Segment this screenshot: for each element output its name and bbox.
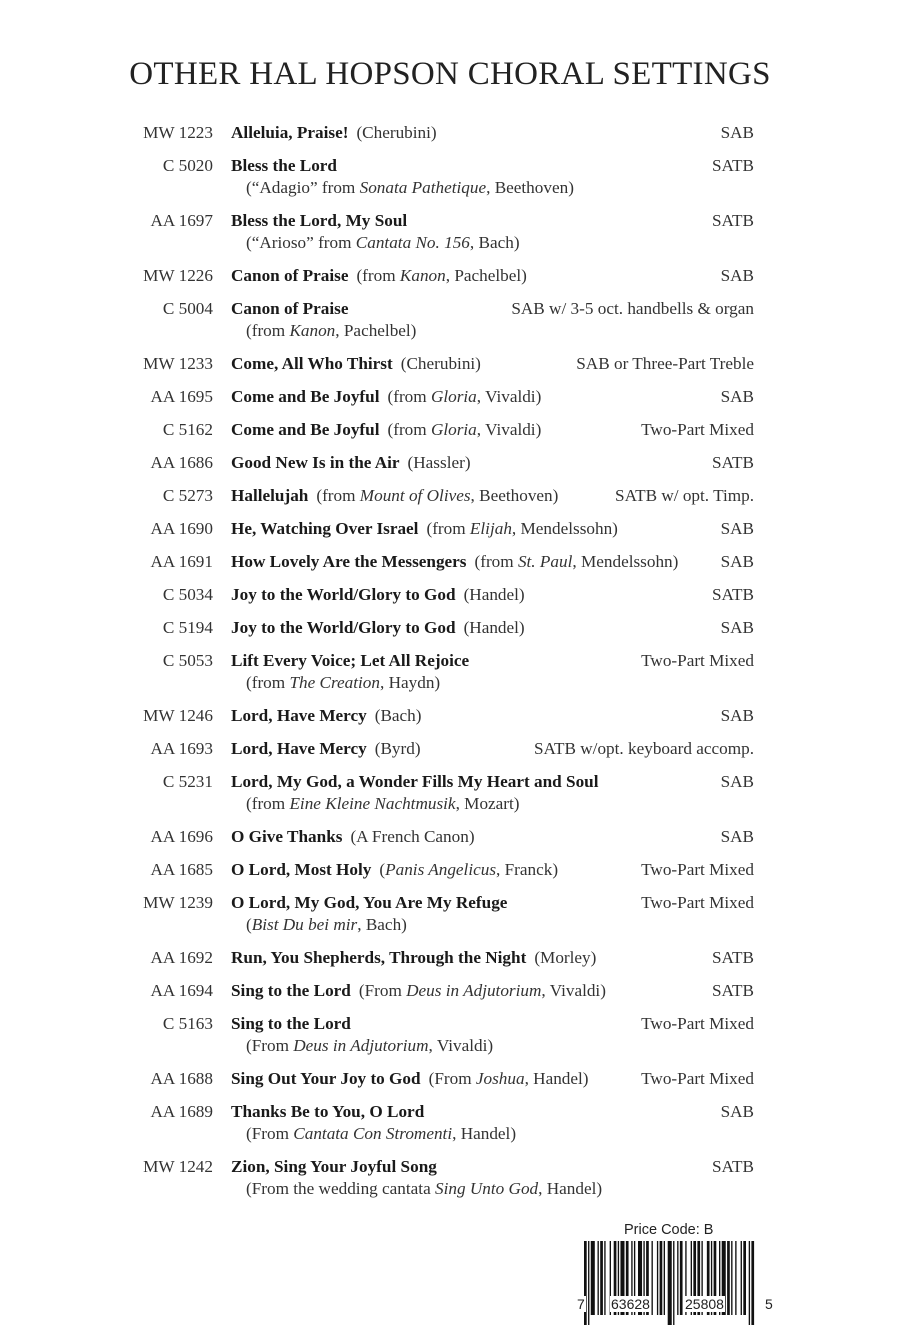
voicing: SATB [711,156,754,175]
barcode-bar [743,1241,746,1315]
barcode-bar [735,1241,736,1315]
note-text: , Vivaldi) [476,387,542,406]
song-title: Run, You Shepherds, Through the Night [231,948,527,967]
barcode-bar [749,1241,750,1325]
entry-line [231,518,754,540]
list-item [0,452,900,474]
voicing: Two-Part Mixed [641,860,754,879]
note-text: (Morley) [534,948,597,967]
source-note [475,552,679,571]
note-text: ( [246,915,252,934]
note-text: (From the wedding cantata [246,1179,436,1198]
voicing: SATB [711,211,754,230]
note-text: , Mendelssohn) [572,552,679,571]
entry-line [231,551,754,573]
song-title: Joy to the World/Glory to God [231,585,456,604]
note-text: (from [426,519,470,538]
source-note [379,860,558,879]
list-item [0,947,900,969]
list-item [0,551,900,573]
catalog-number: C 5163 [162,1014,213,1033]
work-title-italic: The Creation [289,673,380,692]
source-note [388,420,542,439]
work-title-italic: Eine Kleine Nachtmusik [289,794,456,813]
voicing: SAB [720,1102,754,1121]
source-note [408,453,471,472]
note-text: , Beethoven) [470,486,559,505]
note-text: (Cherubini) [400,354,481,373]
song-title: Canon of Praise [231,266,349,285]
source-note [359,981,606,1000]
list-item [0,1101,900,1145]
work-title-italic: Kanon [399,266,446,285]
source-note [356,266,526,285]
barcode-bar [657,1241,658,1315]
catalog-number: C 5020 [162,156,213,175]
list-item [0,1013,900,1057]
list-item [0,122,900,144]
note-text: (from [246,673,290,692]
page-title: OTHER HAL HOPSON CHORAL SETTINGS [129,56,771,92]
voicing: SAB [720,266,754,285]
list-item [0,386,900,408]
note-text: (from [246,794,290,813]
note-text: (Handel) [463,618,525,637]
entry-line [231,1156,754,1178]
source-note [401,354,481,373]
work-title-italic: Joshua [475,1069,525,1088]
catalog-number: AA 1693 [150,739,213,758]
note-text: , Vivaldi) [541,981,606,1000]
note-text: (“Adagio” from [246,178,360,197]
entry-line [231,122,754,144]
song-title: Canon of Praise [231,299,349,318]
source-note [534,948,596,967]
song-title: O Give Thanks [231,827,343,846]
note-text: (from [387,420,431,439]
song-title: Lord, Have Mercy [231,706,367,725]
list-item [0,1156,900,1200]
barcode-bar [677,1241,678,1315]
barcode-bar [652,1241,653,1315]
song-title: Come and Be Joyful [231,420,380,439]
list-item [0,518,900,540]
catalog-number: MW 1246 [143,706,213,725]
barcode-bar [741,1241,742,1315]
source-note [426,519,617,538]
song-title: How Lovely Are the Messengers [231,552,467,571]
voicing: SAB [720,618,754,637]
note-text: (From [428,1069,476,1088]
catalog-number: AA 1697 [150,211,213,230]
barcode-bar [598,1241,599,1315]
list-item [0,771,900,815]
source-note [375,706,422,725]
list-item [0,353,900,375]
note-text: , Bach) [469,233,520,252]
source-note [246,320,900,342]
song-title: Hallelujah [231,486,309,505]
entry-line [231,265,754,287]
catalog-number: AA 1686 [150,453,213,472]
entry-line [231,617,754,639]
catalog-number: C 5004 [162,299,213,318]
list-item [0,584,900,606]
list-item [0,210,900,254]
catalog-number: AA 1692 [150,948,213,967]
barcode-bar [673,1241,674,1325]
barcode [570,1241,770,1325]
barcode-bar [660,1241,663,1315]
catalog-number: AA 1694 [150,981,213,1000]
work-title-italic: Panis Angelicus [385,860,497,879]
barcode-bar [680,1241,683,1315]
list-item [0,419,900,441]
list-item [0,155,900,199]
song-title: Bless the Lord, My Soul [231,211,408,230]
note-text: (from [356,266,400,285]
voicing: SAB or Three-Part Treble [576,354,754,373]
catalog-number: AA 1696 [150,827,213,846]
voicing: SATB [711,585,754,604]
barcode-bar [584,1241,587,1325]
entry-line [231,705,754,727]
barcode-bar [731,1241,732,1315]
source-note [246,177,900,199]
note-text: , Pachelbel) [445,266,527,285]
choral-settings-list [0,122,900,1200]
catalog-number: C 5194 [162,618,213,637]
list-item [0,705,900,727]
voicing: SATB [711,948,754,967]
work-title-italic: Cantata Con Stromenti [293,1124,453,1143]
source-note [464,618,525,637]
voicing: SATB w/ opt. Timp. [615,486,754,505]
note-text: , Beethoven) [486,178,574,197]
note-text: (“Arioso” from [246,233,356,252]
catalog-number: AA 1691 [150,552,213,571]
source-note [246,232,900,254]
source-note [356,123,436,142]
song-title: He, Watching Over Israel [231,519,419,538]
catalog-number: C 5231 [162,772,213,791]
note-text: (from [387,387,431,406]
note-text: (Byrd) [374,739,421,758]
note-text: , Haydn) [380,673,441,692]
list-item [0,1068,900,1090]
catalog-number: AA 1685 [150,860,213,879]
note-text: (From [358,981,407,1000]
voicing: SAB [720,123,754,142]
barcode-digits-right: 25808 [685,1296,724,1312]
entry-line [231,452,754,474]
work-title-italic: Gloria [430,420,477,439]
source-note [375,739,421,758]
barcode-bar [588,1241,589,1325]
song-title: Thanks Be to You, O Lord [231,1102,425,1121]
voicing: SAB [720,519,754,538]
note-text: (From [246,1036,294,1055]
entry-line [231,155,754,177]
voicing: Two-Part Mixed [641,651,754,670]
source-note [429,1069,589,1088]
barcode-bar [604,1241,605,1315]
note-text: , Franck) [496,860,559,879]
song-title: Sing to the Lord [231,981,351,1000]
source-note [246,672,900,694]
list-item [0,650,900,694]
note-text: (from [246,321,290,340]
barcode-bar [600,1241,603,1315]
list-item [0,980,900,1002]
entry-line [231,386,754,408]
note-text: (from [316,486,360,505]
catalog-number: C 5034 [162,585,213,604]
entry-line [231,947,754,969]
barcode-digits-left: 63628 [611,1296,650,1312]
song-title: O Lord, My God, You Are My Refuge [231,893,508,912]
work-title-italic: Gloria [430,387,477,406]
list-item [0,265,900,287]
barcode-bar [664,1241,665,1315]
voicing: Two-Part Mixed [641,420,754,439]
voicing: SATB w/opt. keyboard accomp. [533,739,754,758]
note-text: , Mozart) [455,794,520,813]
barcode-digit-check: 5 [765,1296,773,1312]
source-note [246,1178,900,1200]
voicing: Two-Part Mixed [641,893,754,912]
entry-line [231,210,754,232]
barcode-bar [591,1241,595,1315]
list-item [0,859,900,881]
voicing: SAB w/ 3-5 oct. handbells & organ [511,299,754,318]
work-title-italic: Mount of Olives [359,486,471,505]
source-note [246,793,900,815]
song-title: Alleluia, Praise! [231,123,349,142]
catalog-number: AA 1695 [150,387,213,406]
catalog-number: MW 1239 [143,893,213,912]
source-note [350,827,474,846]
song-title: Sing to the Lord [231,1014,351,1033]
list-item [0,617,900,639]
note-text: (from [474,552,518,571]
barcode-bar [727,1241,730,1315]
song-title: Joy to the World/Glory to God [231,618,456,637]
note-text: (A French Canon) [350,827,475,846]
note-text: , Bach) [357,915,407,934]
voicing: SATB [711,453,754,472]
catalog-number: AA 1688 [150,1069,213,1088]
entry-line [231,826,754,848]
voicing: SAB [720,387,754,406]
barcode-bar [751,1241,754,1325]
entry-line [231,771,754,793]
song-title: Bless the Lord [231,156,337,175]
voicing: SAB [720,772,754,791]
voicing: Two-Part Mixed [641,1014,754,1033]
song-title: Lift Every Voice; Let All Rejoice [231,651,470,670]
note-text: , Handel) [452,1124,517,1143]
price-code: Price Code: B [624,1222,714,1238]
voicing: SAB [720,552,754,571]
song-title: Lord, My God, a Wonder Fills My Heart and Soul [231,772,599,791]
work-title-italic: St. Paul [517,552,573,571]
note-text: , Vivaldi) [476,420,542,439]
source-note [316,486,558,505]
work-title-italic: Sing Unto God [435,1179,539,1198]
song-title: Lord, Have Mercy [231,739,367,758]
note-text: , Handel) [538,1179,603,1198]
voicing: SATB [711,981,754,1000]
note-text: , Mendelssohn) [511,519,618,538]
song-title: Sing Out Your Joy to God [231,1069,421,1088]
note-text: (Handel) [463,585,525,604]
catalog-number: MW 1223 [143,123,213,142]
work-title-italic: Kanon [289,321,336,340]
work-title-italic: Deus in Adjutorium [293,1036,429,1055]
work-title-italic: Elijah [469,519,512,538]
voicing: SAB [720,706,754,725]
entry-line [231,980,754,1002]
note-text: (Hassler) [407,453,471,472]
work-title-italic: Bist Du bei mir [251,915,358,934]
note-text: (From [246,1124,294,1143]
catalog-number: AA 1689 [150,1102,213,1121]
source-note [246,1123,900,1145]
source-note [246,1035,900,1057]
barcode-digit-lead: 7 [577,1296,585,1312]
song-title: Good New Is in the Air [231,453,400,472]
source-note [464,585,525,604]
catalog-number: MW 1242 [143,1157,213,1176]
list-item [0,826,900,848]
list-item [0,485,900,507]
note-text: , Pachelbel) [335,321,417,340]
list-item [0,298,900,342]
voicing: Two-Part Mixed [641,1069,754,1088]
voicing: SAB [720,827,754,846]
song-title: Come and Be Joyful [231,387,380,406]
note-text: ( [379,860,386,879]
voicing: SATB [711,1157,754,1176]
note-text: , Handel) [524,1069,589,1088]
entry-line [231,584,754,606]
list-item [0,892,900,936]
catalog-number: MW 1226 [143,266,213,285]
source-note [388,387,542,406]
song-title: Zion, Sing Your Joyful Song [231,1157,437,1176]
list-item [0,738,900,760]
catalog-number: C 5053 [162,651,213,670]
note-text: (Cherubini) [356,123,437,142]
work-title-italic: Deus in Adjutorium [406,981,542,1000]
source-note [246,914,900,936]
note-text: , Vivaldi) [428,1036,494,1055]
song-title: Come, All Who Thirst [231,354,393,373]
catalog-number: C 5162 [162,420,213,439]
work-title-italic: Sonata Pathetique [359,178,487,197]
entry-line [231,1101,754,1123]
song-title: O Lord, Most Holy [231,860,372,879]
catalog-number: MW 1233 [143,354,213,373]
work-title-italic: Cantata No. 156 [355,233,470,252]
catalog-number: C 5273 [162,486,213,505]
note-text: (Bach) [374,706,422,725]
catalog-number: AA 1690 [150,519,213,538]
barcode-bar [668,1241,672,1325]
